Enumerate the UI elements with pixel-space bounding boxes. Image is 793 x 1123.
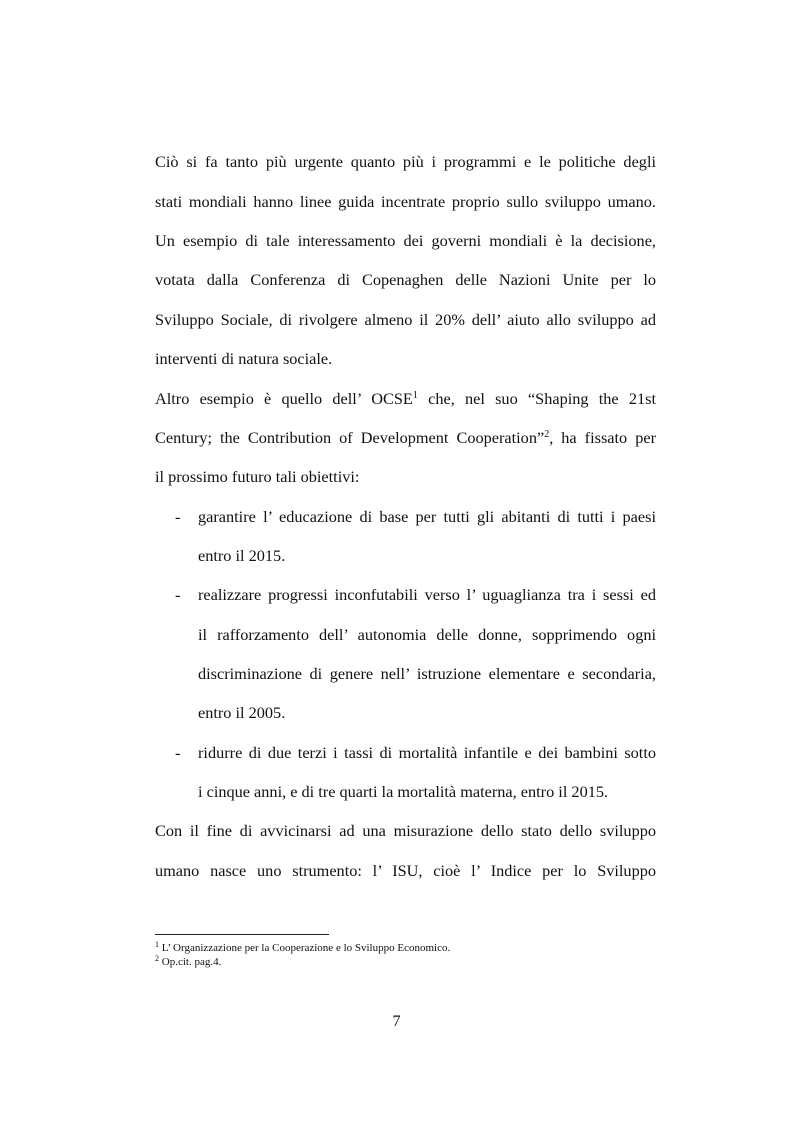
text-line: entro il 2015. xyxy=(198,546,286,565)
text-line: umano nasce uno strumento: l’ ISU, cioè l’ Indice per lo Sviluppo xyxy=(155,861,656,880)
list-marker: - xyxy=(175,585,181,604)
text-line: stati mondiali hanno linee guida incentrate proprio sullo sviluppo umano. xyxy=(155,192,656,211)
text-line: Un esempio di tale interessamento dei governi mondiali è la decisione, xyxy=(155,231,656,250)
text-line: i cinque anni, e di tre quarti la mortalità materna, entro il 2015. xyxy=(198,782,609,801)
footnote-1 xyxy=(155,942,450,955)
text-run: Century; the Contribution of Development Cooperation” xyxy=(155,428,545,447)
footnote-marker: 2 xyxy=(155,954,159,963)
list-marker: - xyxy=(175,743,181,762)
text-run: , ha fissato per xyxy=(549,428,656,447)
footnote-2 xyxy=(155,956,221,969)
text-run: che, nel suo “Shaping the 21st xyxy=(417,389,656,408)
footnote-ref-2[interactable]: 2 xyxy=(544,429,550,440)
text-line: realizzare progressi inconfutabili verso l’ uguaglianza tra i sessi ed xyxy=(198,585,656,604)
footnote-marker: 1 xyxy=(155,940,159,949)
text-line: discriminazione di genere nell’ istruzione elementare e secondaria, xyxy=(198,664,656,683)
text-line: entro il 2005. xyxy=(198,703,286,722)
footnote-ref-1[interactable]: 1 xyxy=(412,390,418,401)
page-number: 7 xyxy=(392,1013,401,1030)
footnote-separator xyxy=(155,934,329,935)
footnote-text: Op.cit. pag.4. xyxy=(159,956,222,968)
text-line: il prossimo futuro tali obiettivi: xyxy=(155,467,360,486)
list-marker: - xyxy=(175,507,181,526)
text-line: il rafforzamento dell’ autonomia delle donne, sopprimendo ogni xyxy=(198,625,656,644)
text-line xyxy=(155,389,656,409)
text-line xyxy=(155,428,656,448)
text-line: votata dalla Conferenza di Copenaghen delle Nazioni Unite per lo xyxy=(155,270,656,289)
text-line: interventi di natura sociale. xyxy=(155,349,333,368)
text-line: garantire l’ educazione di base per tutti gli abitanti di tutti i paesi xyxy=(198,507,656,526)
text-line: ridurre di due terzi i tassi di mortalità infantile e dei bambini sotto xyxy=(198,743,656,762)
text-line: Ciò si fa tanto più urgente quanto più i programmi e le politiche degli xyxy=(155,152,656,171)
text-line: Sviluppo Sociale, di rivolgere almeno il 20% dell’ aiuto allo sviluppo ad xyxy=(155,310,656,329)
text-run: Altro esempio è quello dell’ OCSE xyxy=(155,389,413,408)
footnote-text: L’ Organizzazione per la Cooperazione e lo Sviluppo Economico. xyxy=(159,942,451,954)
text-line: Con il fine di avvicinarsi ad una misurazione dello stato dello sviluppo xyxy=(155,821,656,840)
